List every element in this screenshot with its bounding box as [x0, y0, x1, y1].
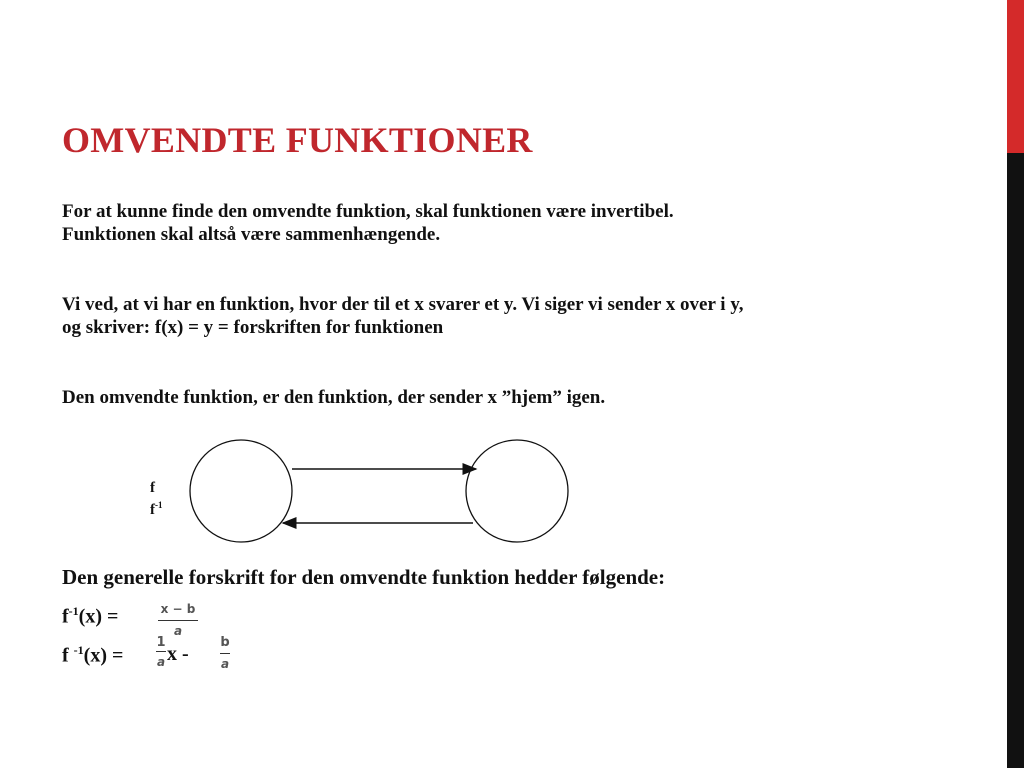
paragraph-line: For at kunne finde den omvendte funktion, skal funktionen være invertibel. — [62, 201, 674, 222]
label-superscript: -1 — [155, 500, 163, 510]
general-formula-heading: Den generelle forskrift for den omvendte funktion hedder følgende: — [62, 565, 666, 589]
formula-inverse-1 — [62, 604, 118, 629]
formula-superscript: -1 — [73, 643, 84, 657]
formula-base: f — [62, 644, 74, 667]
fraction-x-minus-b-over-a — [158, 603, 198, 637]
diagram-label-f: f — [150, 480, 155, 496]
formula-argument: (x) = — [83, 644, 124, 667]
accent-stripe-red — [1007, 0, 1024, 153]
codomain-circle — [466, 440, 568, 542]
fraction-denominator: a — [220, 657, 230, 671]
formula-superscript: -1 — [68, 604, 79, 618]
label-base: f — [150, 502, 155, 518]
fraction-denominator: a — [173, 624, 183, 638]
fraction-one-over-a — [156, 636, 166, 668]
paragraph-line: og skriver: f(x) = y = forskriften for funktionen — [62, 317, 444, 338]
formula-inverse-2 — [62, 643, 123, 668]
fraction-numerator: x − b — [160, 602, 196, 616]
paragraph-invertibility — [62, 200, 674, 246]
fraction-numerator: b — [220, 635, 230, 650]
fraction-bar — [220, 653, 230, 654]
paragraph-line: Funktionen skal altså være sammenhængende. — [62, 224, 441, 245]
accent-stripe-black — [1007, 153, 1024, 768]
slide-title: OMVENDTE FUNKTIONER — [62, 120, 533, 160]
diagram-label-f-inverse — [150, 500, 163, 519]
fraction-bar — [156, 651, 166, 652]
fraction-b-over-a — [220, 636, 230, 670]
formula-base: f — [62, 605, 69, 628]
fraction-denominator: a — [156, 655, 166, 669]
paragraph-inverse-description: Den omvendte funktion, er den funktion, der sender x ”hjem” igen. — [62, 387, 606, 408]
formula-x-minus: x - — [167, 643, 189, 665]
paragraph-line: Vi ved, at vi har en funktion, hvor der til et x svarer et y. Vi siger vi sender x over i y, — [62, 294, 744, 315]
paragraph-function-definition — [62, 293, 744, 339]
fraction-bar — [158, 620, 198, 621]
domain-circle — [190, 440, 292, 542]
formula-argument: (x) = — [78, 605, 119, 628]
fraction-numerator: 1 — [156, 635, 166, 650]
